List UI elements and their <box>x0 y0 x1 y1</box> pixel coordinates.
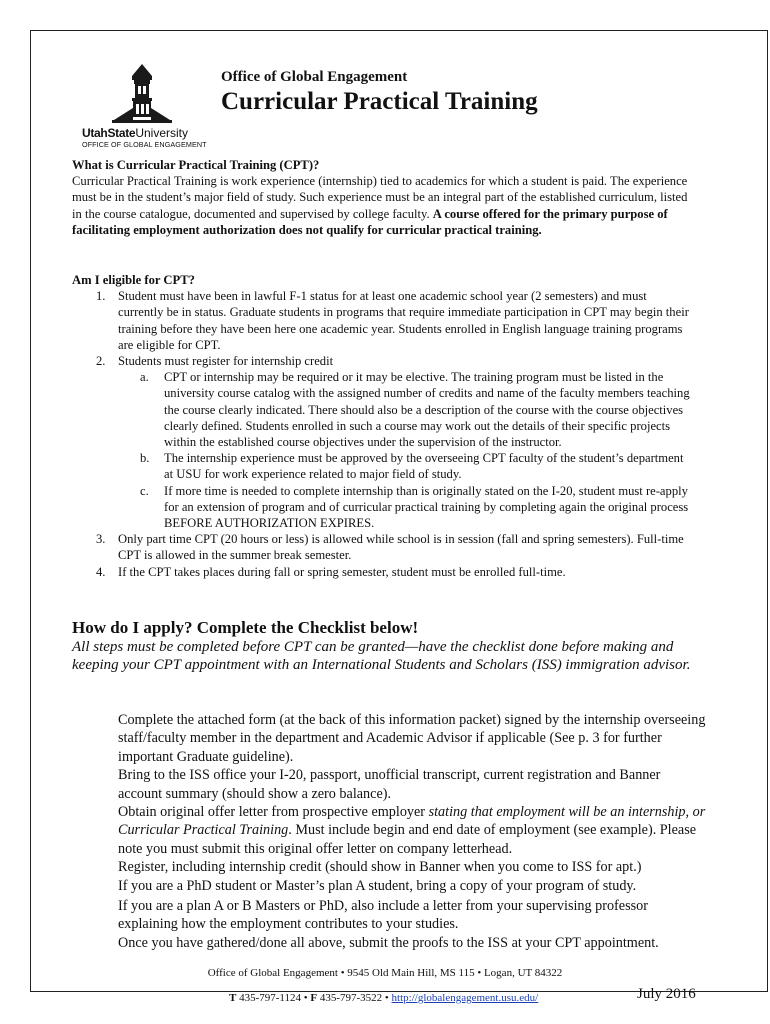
eligible-list <box>72 288 692 580</box>
sub-list-item: c. If more time is needed to complete internship than is originally stated on the I-20, student must re-apply for an extension of program and of curricular practical training by completing again the original process BEFORE AUTHORIZATION EXPIRES. <box>140 483 689 531</box>
sub-list-item: a. CPT or internship may be required or it may be elective. The training program must be listed in the university course catalog with the assigned number of credits and name of the faculty members teaching the course clearly indicated. There should also be a description of the course with the course objectives clearly defined. Students enrolled in such a course may work out the details of their specific projects within the established course objectives under the supervision of the instructor. <box>140 370 690 450</box>
list-item: 4. If the CPT takes places during fall or spring semester, student must be enrolled full-time. <box>96 564 566 579</box>
checklist <box>118 711 708 952</box>
page-title: Curricular Practical Training <box>221 88 538 115</box>
what-section <box>72 157 692 238</box>
checklist-item: Complete the attached form (at the back of this information packet) signed by the internship overseeing staff/faculty member in the department and Academic Advisor if applicable (See p. 3 for further important Graduate guideline). <box>118 712 706 765</box>
sub-list-item: b. The internship experience must be approved by the overseeing CPT faculty of the student’s department at USU for work experience related to major field of study. <box>140 451 684 482</box>
footer-contact: T 435-797-1124 • F 435-797-3522 • http://globalengagement.usu.edu/ <box>229 992 539 1004</box>
apply-subtitle: All steps must be completed before CPT can be granted—have the checklist done before making and keeping your CPT appointment with an International Students and Scholars (ISS) immigration advisor. <box>72 639 691 674</box>
checklist-item: Register, including internship credit (should show in Banner when you come to ISS for apt.) <box>118 859 642 876</box>
checklist-item: Once you have gathered/done all above, submit the proofs to the ISS at your CPT appointment. <box>118 934 659 951</box>
sub-list <box>118 369 692 531</box>
list-item: 2. Students must register for internship credit a. CPT or internship may be required or it may be elective. The training program must be listed in the university course catalog with the assigned number of credits and name of the faculty members teaching the course clearly indicated. There should also be a description of the course with the course objectives clearly defined. Students enrolled in such a course may work out the details of their specific projects within the established course objectives under the supervision of the instructor. b. The internship experience must be approved by the overseeing CPT faculty of the student’s department at USU for work experience related to major field of study. c. If more time is needed to complete internship than is originally stated on the I-20, student must re-apply for an extension of program and of curricular practical training by completing again the original process BEFORE AUTHORIZATION EXPIRES. <box>72 353 692 531</box>
website-link[interactable]: http://globalengagement.usu.edu/ <box>391 992 539 1004</box>
office-name: Office of Global Engagement <box>221 69 408 85</box>
footer-address: Office of Global Engagement • 9545 Old Main Hill, MS 115 • Logan, UT 84322 <box>207 967 563 979</box>
checklist-item: Bring to the ISS office your I-20, passport, unofficial transcript, current registration and Banner account summary (should show a zero balance). <box>118 767 661 802</box>
usu-logo <box>74 62 214 152</box>
document-date: July 2016 <box>637 986 696 1002</box>
what-body: Curricular Practical Training is work experience (internship) tied to academics for which a student is paid. The experience must be in the student’s major field of study. Such experience must be an integral part of the established curriculum, listed in the course catalogue, documented and supervised by college faculty. A course offered for the primary purpose of facilitating employment authorization does not qualify for curricular practical training. <box>72 174 688 237</box>
old-main-tower-icon <box>112 62 172 124</box>
apply-heading: How do I apply? Complete the Checklist below! <box>72 618 419 637</box>
list-item: 1. Student must have been in lawful F-1 status for at least one academic school year (2 semesters) and must currently be in status. Graduate students in programs that require immediate participation in CPT may begin their training before they have been here one academic year. Students enrolled in English language training programs are eligible for CPT. <box>96 289 689 352</box>
eligible-heading: Am I eligible for CPT? <box>72 273 195 287</box>
checklist-item: Obtain original offer letter from prospective employer stating that employment will be an internship, or Curricular Practical Training. Must include begin and end date of employment (see example). Please note you must submit this original offer letter on company letterhead. <box>118 804 706 857</box>
checklist-item: If you are a plan A or B Masters or PhD, also include a letter from your supervising professor explaining how the employment contributes to your studies. <box>118 898 648 933</box>
list-item: 3. Only part time CPT (20 hours or less) is allowed while school is in session (fall and spring semesters). Full-time CPT is allowed in the summer break semester. <box>96 532 684 563</box>
what-heading: What is Curricular Practical Training (CPT)? <box>72 158 320 172</box>
university-name: UtahStateUniversity <box>82 126 188 140</box>
checklist-item: If you are a PhD student or Master’s plan A student, bring a copy of your program of study. <box>118 877 637 894</box>
logo-subtitle: OFFICE OF GLOBAL ENGAGEMENT <box>82 140 207 149</box>
eligible-section <box>72 272 692 580</box>
